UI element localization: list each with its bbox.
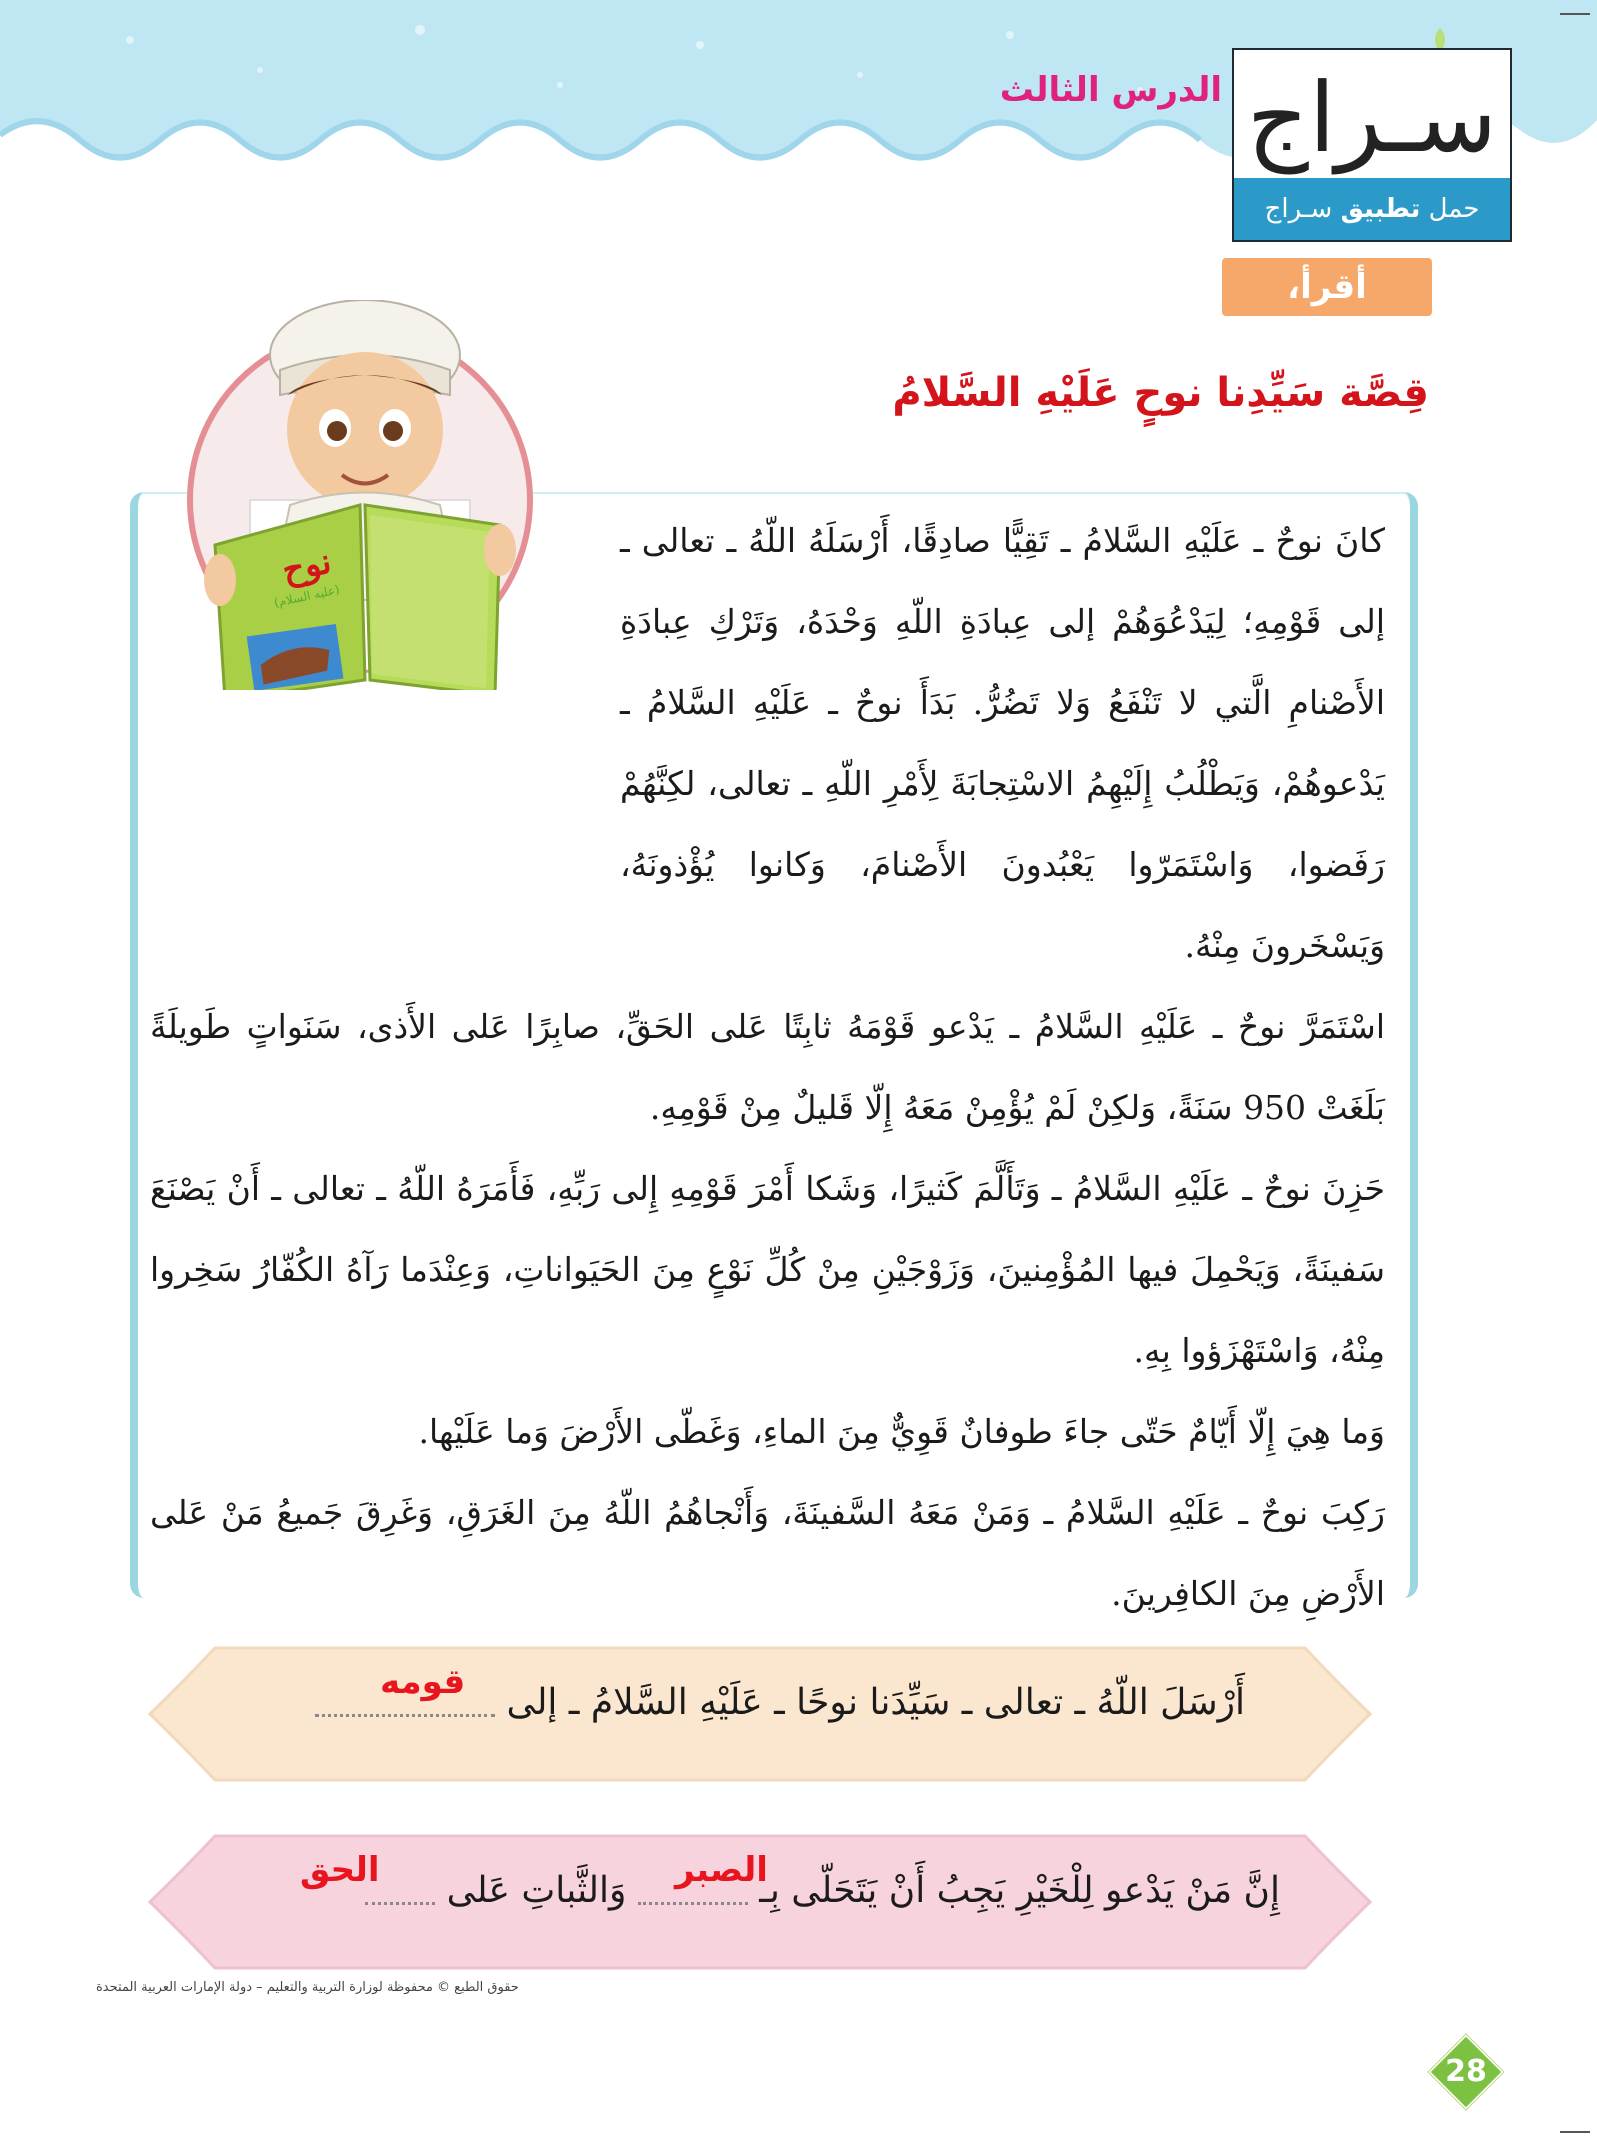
question-2-text xyxy=(365,1870,1280,1911)
question-1-answer[interactable]: قومه xyxy=(380,1662,466,1702)
copyright-note: حقوق الطبع © محفوظة لوزارة التربية والتعليم – دولة الإمارات العربية المتحدة xyxy=(96,1980,519,1995)
page-number: 28 xyxy=(1445,2054,1487,2089)
story-text xyxy=(150,500,1385,1634)
story-paragraph-2: اسْتَمَرَّ نوحٌ ـ عَلَيْهِ السَّلامُ ـ يَدْعو قَوْمَهُ ثابِتًا عَلى الحَقِّ، صابِرًا عَلى الأَذى، سَنَواتٍ طَويلَةً بَلَغَتْ 950 سَنَةً، وَلكِنْ لَمْ يُؤْمِنْ مَعَهُ إِلّا قَليلٌ مِنْ قَوْمِهِ. xyxy=(150,1007,1385,1127)
tagline-prefix: حمل xyxy=(1428,194,1480,224)
question-1-prompt: أَرْسَلَ اللّهُ ـ تعالى ـ سَيِّدَنا نوحًا ـ عَلَيْهِ السَّلامُ ـ إلى xyxy=(506,1682,1245,1723)
story-paragraph-3: حَزِنَ نوحٌ ـ عَلَيْهِ السَّلامُ ـ وَتَأَلَّمَ كَثيرًا، وَشَكا أَمْرَ قَوْمِهِ إِلى رَبِّهِ، فَأَمَرَهُ اللّهُ ـ تعالى ـ أَنْ يَصْنَعَ سَفينَةً، وَيَحْمِلَ فيها المُؤْمِنينَ، وَزَوْجَيْنِ مِنْ كُلِّ نَوْعٍ مِنَ الحَيَواناتِ، وَعِنْدَما رَآهُ الكُفّارُ سَخِروا مِنْهُ، وَاسْتَهْزَؤوا بِهِ. xyxy=(150,1169,1385,1370)
question-2-box xyxy=(145,1828,1375,1976)
question-1-box xyxy=(145,1640,1375,1788)
story-paragraph-4: وَما هِيَ إِلّا أَيّامٌ حَتّى جاءَ طوفانٌ قَوِيٌّ مِنَ الماءِ، وَغَطّى الأَرْضَ وَما عَلَيْها. xyxy=(418,1412,1385,1451)
story-title: قِصَّة سَيِّدِنا نوحٍ عَلَيْهِ السَّلامُ xyxy=(892,370,1429,416)
tagline-suffix: سـراج xyxy=(1264,194,1333,224)
siraj-logo[interactable] xyxy=(1232,48,1512,242)
question-2-answer-b[interactable]: الحق xyxy=(300,1850,380,1890)
read-and-infer-badge: أقرأ، وأستنتج xyxy=(1222,258,1432,316)
crop-marks xyxy=(1550,0,1597,2153)
question-2-prompt-b: وَالثَّباتِ عَلى xyxy=(446,1870,627,1911)
logo-tagline xyxy=(1234,178,1510,240)
story-paragraph-5: رَكِبَ نوحٌ ـ عَلَيْهِ السَّلامُ ـ وَمَنْ مَعَهُ السَّفينَةَ، وَأَنْجاهُمُ اللّهُ مِنَ الغَرَقِ، وَغَرِقَ جَميعُ مَنْ عَلى الأَرْضِ مِنَ الكافِرينَ. xyxy=(150,1493,1385,1613)
story-paragraph-1: كانَ نوحٌ ـ عَلَيْهِ السَّلامُ ـ تَقِيًّا صادِقًا، أَرْسَلَهُ اللّهُ ـ تعالى ـ إلى قَوْمِهِ؛ لِيَدْعُوَهُمْ إلى عِبادَةِ اللّهِ وَحْدَهُ، وَتَرْكِ عِبادَةِ الأَصْنامِ الَّتي لا تَنْفَعُ وَلا تَضُرُّ. بَدَأَ نوحٌ ـ عَلَيْهِ السَّلامُ ـ يَدْعوهُمْ، وَيَطْلُبُ إِلَيْهِمُ الاسْتِجابَةَ لِأَمْرِ اللّهِ ـ تعالى، لكِنَّهُمْ رَفَضوا، وَاسْتَمَرّوا يَعْبُدونَ الأَصْنامَ، وَكانوا يُؤْذونَهُ، وَيَسْخَرونَ مِنْهُ. xyxy=(620,521,1385,965)
page-number-badge xyxy=(1424,2030,1508,2114)
logo-wordmark: سـراج xyxy=(1246,62,1498,174)
question-2-answer-a[interactable]: الصبر xyxy=(675,1850,768,1890)
lesson-title: الدرس الثالث xyxy=(999,70,1222,110)
book-subtitle: (عليه السلام) xyxy=(272,582,341,610)
tagline-bold: تطبيق xyxy=(1340,194,1421,224)
question-2-prompt-a: إِنَّ مَنْ يَدْعو لِلْخَيْرِ يَجِبُ أَنْ يَتَحَلّى بِـ xyxy=(759,1870,1280,1911)
book-title: نوح xyxy=(278,541,335,591)
